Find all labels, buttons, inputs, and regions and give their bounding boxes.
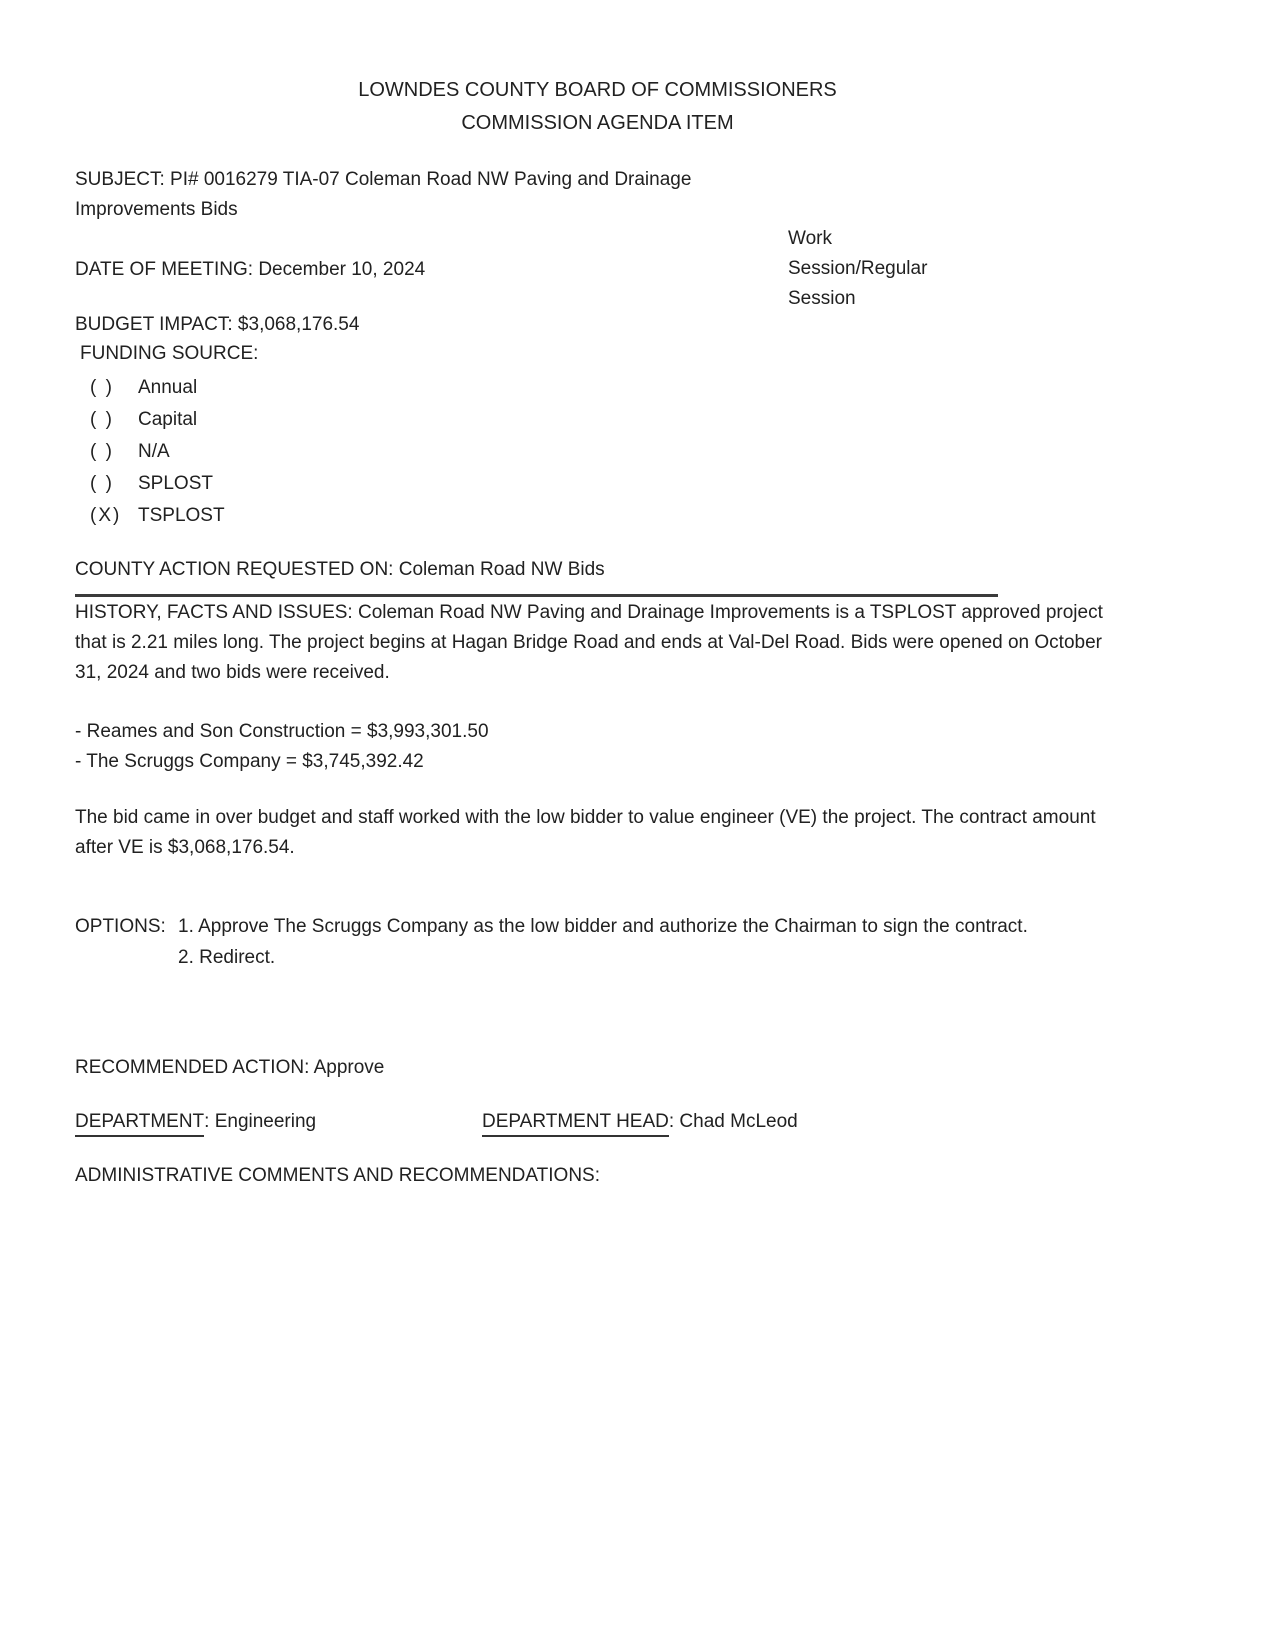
history-paragraph: HISTORY, FACTS AND ISSUES: Coleman Road NW Paving and Drainage Improvements is a TSPLOST approved project that is 2.21 miles long. The project begins at Hagan Bridge Road and ends at Val-Del Road. Bids were opened on October 31, 2024 and two bids were received. xyxy=(75,602,1103,683)
session-type-text: Work Session/Regular Session xyxy=(788,228,928,309)
options-label: OPTIONS: xyxy=(75,916,166,937)
budget-impact-text: BUDGET IMPACT: $3,068,176.54 xyxy=(75,314,360,335)
county-action-heading: COUNTY ACTION REQUESTED ON: Coleman Road NW Bids xyxy=(75,555,998,597)
funding-option-label: Annual xyxy=(138,377,198,398)
department-label: DEPARTMENT xyxy=(75,1109,204,1137)
funding-option-tsplost xyxy=(90,500,590,532)
options-list xyxy=(178,911,1078,973)
department-head-label: DEPARTMENT HEAD xyxy=(482,1109,669,1137)
funding-options-list xyxy=(90,372,590,532)
page-title: LOWNDES COUNTY BOARD OF COMMISSIONERS xyxy=(358,79,837,101)
subject-text: SUBJECT: PI# 0016279 TIA-07 Coleman Road NW Paving and Drainage Improvements Bids xyxy=(75,169,692,220)
checkbox-marker: ( ) xyxy=(90,377,114,398)
option-item-1: 1. Approve The Scruggs Company as the low bidder and authorize the Chairman to sign the contract. xyxy=(178,916,1028,937)
checkbox-marker: ( ) xyxy=(90,473,114,494)
bid-list-item: - Reames and Son Construction = $3,993,301.50 xyxy=(75,721,489,742)
funding-option-annual xyxy=(90,372,590,404)
funding-option-capital xyxy=(90,404,590,436)
department-head-field xyxy=(482,1107,982,1137)
funding-option-splost xyxy=(90,468,590,500)
department-field xyxy=(75,1107,475,1137)
meeting-date-text: DATE OF MEETING: December 10, 2024 xyxy=(75,259,426,280)
funding-option-label: SPLOST xyxy=(138,473,213,494)
admin-comments-heading: ADMINISTRATIVE COMMENTS AND RECOMMENDATIONS: xyxy=(75,1165,600,1186)
funding-option-label: N/A xyxy=(138,441,170,462)
recommended-action-text: RECOMMENDED ACTION: Approve xyxy=(75,1057,385,1078)
option-item-2: 2. Redirect. xyxy=(178,947,276,968)
checkbox-marker: ( ) xyxy=(90,441,114,462)
bid-list-item: - The Scruggs Company = $3,745,392.42 xyxy=(75,751,424,772)
document-header xyxy=(75,74,1120,140)
value-engineering-paragraph: The bid came in over budget and staff worked with the low bidder to value engineer (VE) the project. The contract amount after VE is $3,068,176.54. xyxy=(75,807,1096,858)
department-head-value: : Chad McLeod xyxy=(668,1111,798,1132)
funding-option-na xyxy=(90,436,590,468)
funding-option-label: Capital xyxy=(138,409,198,430)
checkbox-marker-checked: (X) xyxy=(90,505,122,526)
checkbox-marker: ( ) xyxy=(90,409,114,430)
department-value: : Engineering xyxy=(204,1111,317,1132)
funding-option-label: TSPLOST xyxy=(138,505,225,526)
page-subtitle: COMMISSION AGENDA ITEM xyxy=(461,112,734,134)
bid-list xyxy=(75,717,875,777)
funding-source-label: FUNDING SOURCE: xyxy=(80,343,259,364)
